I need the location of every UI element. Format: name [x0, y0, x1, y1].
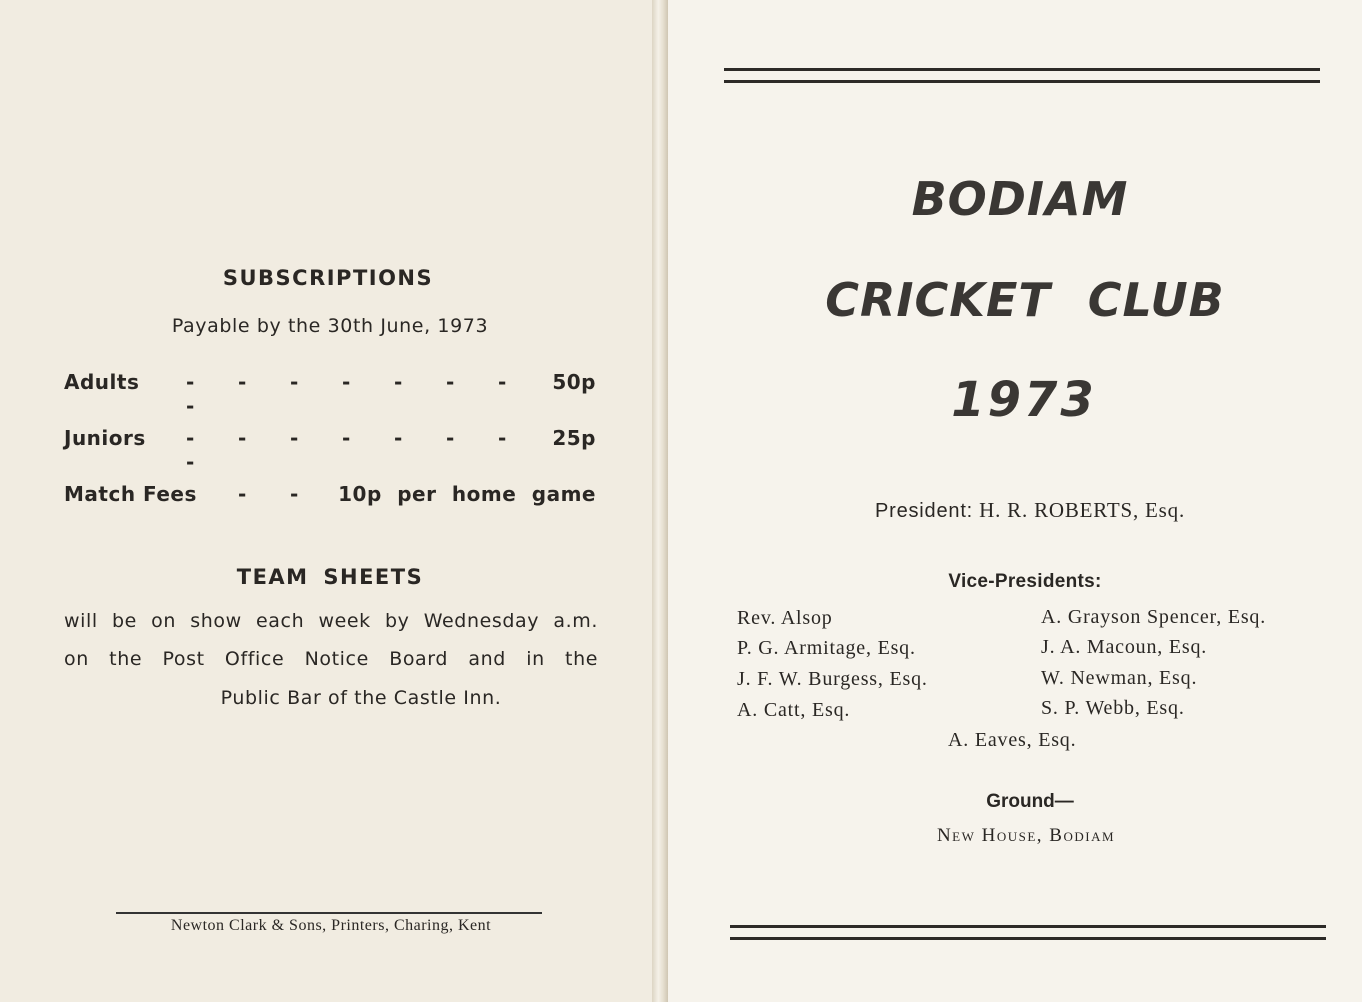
- vice-president: A. Grayson Spencer, Esq.: [1041, 606, 1267, 628]
- vice-president: S. P. Webb, Esq.: [1041, 697, 1185, 719]
- vice-presidents-heading: Vice-Presidents:: [948, 571, 1102, 592]
- club-title-bodiam: BODIAM: [911, 172, 1129, 226]
- fee-label: Adults: [64, 370, 140, 394]
- club-year: 1973: [951, 372, 1097, 428]
- president-line: [700, 498, 1360, 523]
- club-title-cricket-club: CRICKET CLUB: [825, 273, 1225, 327]
- printer-credit: Newton Clark & Sons, Printers, Charing, Kent: [170, 917, 492, 934]
- vice-president: J. A. Macoun, Esq.: [1041, 636, 1208, 658]
- fee-amount: 10p per home game: [338, 482, 596, 506]
- fee-amount: 50p: [552, 370, 596, 394]
- fee-amount: 25p: [552, 426, 596, 450]
- vice-president: A. Eaves, Esq.: [948, 729, 1077, 751]
- vice-president: Rev. Alsop: [737, 607, 833, 629]
- team-sheets-line: Public Bar of the Castle Inn.: [220, 687, 502, 709]
- team-sheets-line: will be on show each week by Wednesday a.m.: [64, 610, 598, 632]
- vice-president: P. G. Armitage, Esq.: [737, 637, 916, 659]
- team-sheets-line: on the Post Office Notice Board and in the: [64, 648, 598, 670]
- subscriptions-payable-note: Payable by the 30th June, 1973: [171, 315, 489, 337]
- top-rule: [724, 80, 1320, 83]
- president-name: H. R. ROBERTS, Esq.: [979, 498, 1185, 522]
- vice-president: J. F. W. Burgess, Esq.: [737, 668, 928, 690]
- vice-president: W. Newman, Esq.: [1041, 667, 1198, 689]
- bottom-rule: [730, 937, 1326, 940]
- printer-divider: [116, 912, 542, 914]
- bottom-rule: [730, 925, 1326, 928]
- vice-president: A. Catt, Esq.: [737, 699, 851, 721]
- leader-dashes: - -: [238, 482, 299, 506]
- ground-location: New House, Bodiam: [936, 825, 1116, 846]
- leader-dashes: - - - - - - --: [186, 370, 507, 418]
- fee-row-adults: [64, 370, 596, 418]
- top-rule: [724, 68, 1320, 71]
- subscriptions-heading: SUBSCRIPTIONS: [222, 266, 434, 290]
- fee-row-juniors: [64, 426, 596, 474]
- fee-label: Match Fees: [64, 482, 197, 506]
- president-label: President:: [874, 500, 974, 522]
- leader-dashes: - - - - - - --: [186, 426, 507, 474]
- fee-label: Juniors: [64, 426, 146, 450]
- team-sheets-heading: TEAM SHEETS: [236, 565, 424, 589]
- ground-heading: Ground—: [986, 791, 1074, 812]
- fee-row-match-fees: [64, 482, 596, 512]
- card-fold: [652, 0, 668, 1002]
